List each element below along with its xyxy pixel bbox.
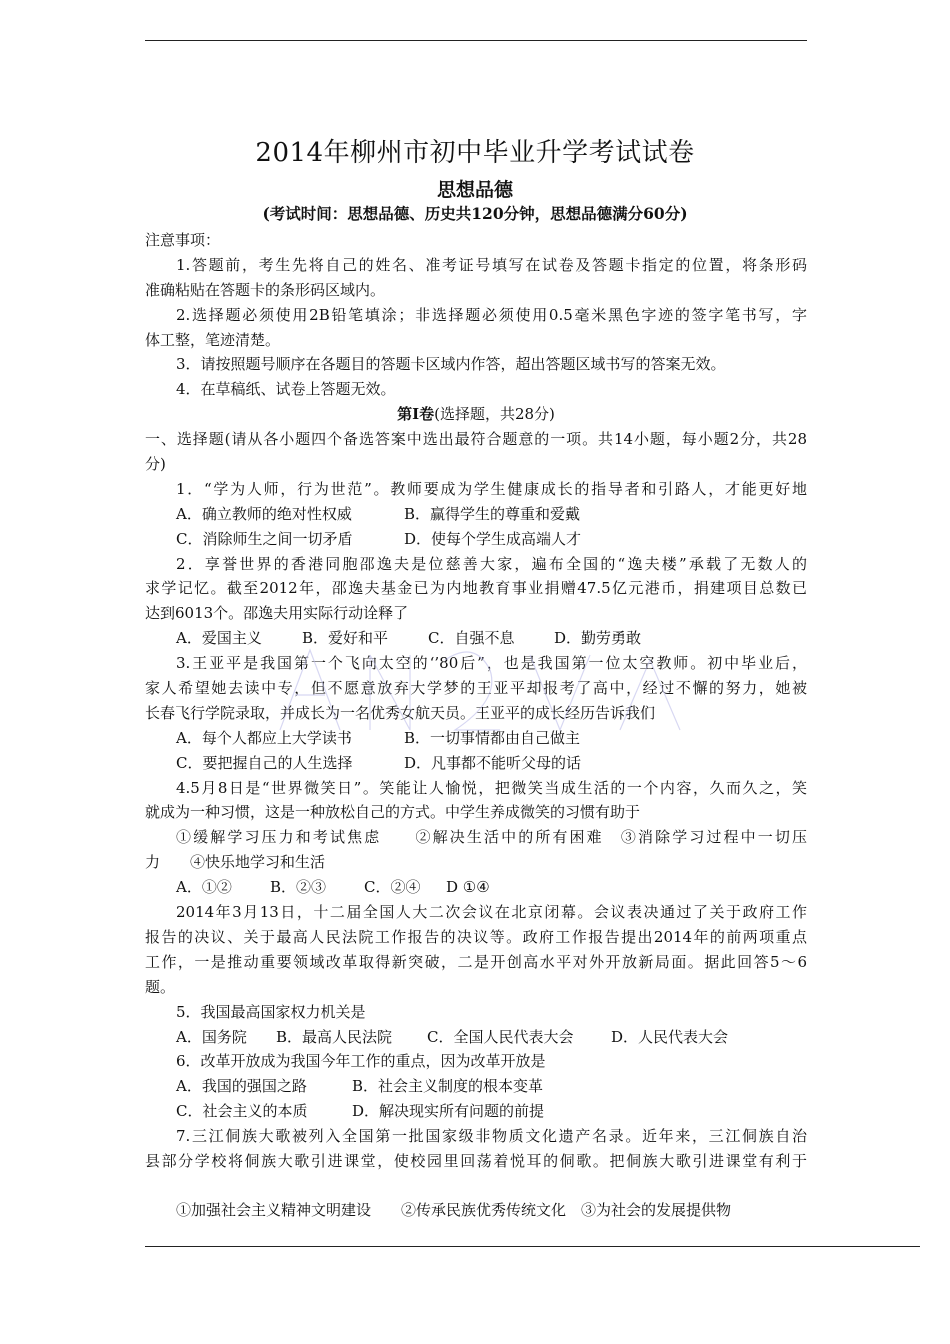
section-title [145,402,807,427]
question-7-items: ①加强社会主义精神文明建设 ②传承民族优秀传统文化 ③为社会的发展提供物 [176,1200,732,1219]
question-4-options [145,875,807,900]
question-7-stem: 县部分学校将侗族大歌引进课堂，使校园里回荡着悦耳的侗歌。把侗族大歌引进课堂有利于 [145,1151,807,1170]
question-3-stem: 家人希望她去读中专，但不愿意放弃大学梦的王亚平却报考了高中，经过不懈的努力，她被 [145,679,807,698]
option-d: D．使每个学生成高端人才 [404,529,582,548]
passage-text: 2014年3月13日，十二届全国人大二次会议在北京闭幕。会议表决通过了关于政府工作 [176,903,807,922]
question-5-stem: 5．我国最高国家权力机关是 [176,1002,366,1021]
notes-heading: 注意事项： [145,231,221,249]
option-b: B．爱好和平 [302,629,389,648]
footer-rule [145,1246,920,1247]
question-2-options [145,626,807,651]
question-2-stem: 2．享誉世界的香港同胞邵逸夫是位慈善大家，遍布全国的“逸夫楼”承载了无数人的 [176,554,807,573]
note-item: 4．在草稿纸、试卷上答题无效。 [176,380,396,399]
section-instruction: 一、选择题(请从各小题四个备选答案中选出最符合题意的一项。共14小题，每小题2分，共28 [145,430,807,449]
note-item: 体工整，笔迹清楚。 [145,330,281,349]
header-rule [145,40,807,41]
option-a: A．我国的强国之路 [176,1077,307,1096]
option-a: A．每个人都应上大学读书 [176,728,352,747]
option-a: A．确立教师的绝对性权威 [176,504,352,523]
option-d: D．解决现实所有问题的前提 [352,1102,545,1121]
question-1-stem: 1．“学为人师，行为世范”。教师要成为学生健康成长的指导者和引路人，才能更好地 [176,479,807,498]
option-b: B．社会主义制度的根本变革 [352,1077,544,1096]
option-a: A．国务院 [176,1027,247,1046]
option-a: A．爱国主义 [176,629,262,648]
option-c: C．②④ [364,878,421,897]
note-item: 准确粘贴在答题卡的条形码区域内。 [145,280,386,299]
question-4-stem: 4.5月8日是“世界微笑日”。笑能让人愉悦，把微笑当成生活的一个内容，久而久之，笑 [176,778,807,797]
section-instruction: 分) [145,455,166,474]
page-title: 2014年柳州市初中毕业升学考试试卷 [255,138,695,168]
note-item: 1.答题前，考生先将自己的姓名、准考证号填写在试卷及答题卡指定的位置，将条形码 [176,255,807,274]
exam-info: (考试时间：思想品德、历史共120分钟，思想品德满分60分) [262,204,688,223]
option-c: C．全国人民代表大会 [427,1027,574,1046]
option-d: D．人民代表大会 [611,1027,729,1046]
question-6-options [145,1099,807,1124]
question-1-options [145,502,807,527]
option-c: C．社会主义的本质 [176,1102,308,1121]
question-2-stem: 达到6013个。邵逸夫用实际行动诠释了 [145,604,409,623]
option-b: B．一切事情都由自己做主 [404,728,581,747]
question-4-items: 力 ④快乐地学习和生活 [145,853,326,872]
passage-text: 报告的决议、关于最高人民法院工作报告的决议等。政府工作报告提出2014年的前两项重点 [145,927,807,946]
question-4-stem: 就成为一种习惯，这是一种放松自己的方式。中学生养成微笑的习惯有助于 [145,803,641,822]
passage-text: 题。 [145,977,176,996]
exam-body [145,228,807,1223]
section-title-bold: 第Ⅰ卷 [397,405,435,424]
question-1-options [145,527,807,552]
option-b: B．最高人民法院 [276,1027,393,1046]
option-d: D．凡事都不能听父母的话 [404,753,582,772]
question-7-stem: 7.三江侗族大歌被列入全国第一批国家级非物质文化遗产名录。近年来，三江侗族自治 [176,1127,807,1146]
question-6-stem: 6．改革开放成为我国今年工作的重点，因为改革开放是 [176,1052,546,1071]
question-3-options [145,726,807,751]
note-item: 3．请按照题号顺序在各题目的答题卡区域内作答，超出答题区域书写的答案无效。 [176,355,726,374]
option-c: C．自强不息 [428,629,515,648]
question-6-options [145,1074,807,1099]
question-3-options [145,751,807,776]
section-title-rest: (选择题，共28分) [434,405,555,424]
question-3-stem: 3.王亚平是我国第一个飞向太空的‘’80后”，也是我国第一位太空教师。初中毕业后， [176,654,807,673]
question-5-options [145,1025,807,1050]
question-4-items: ①缓解学习压力和考试焦虑 ②解决生活中的所有困难 ③消除学习过程中一切压 [176,828,807,847]
question-3-stem: 长春飞行学院录取，并成长为一名优秀女航天员。王亚平的成长经历告诉我们 [145,703,656,722]
option-b: B．赢得学生的尊重和爱戴 [404,504,581,523]
option-b: B．②③ [270,878,327,897]
blank-gap [145,1174,807,1198]
question-2-stem: 求学记忆。截至2012年，邵逸夫基金已为内地教育事业捐赠47.5亿元港币，捐建项目总数已 [145,579,807,598]
note-item: 2.选择题必须使用2B铅笔填涂；非选择题必须使用0.5毫米黑色字迹的签字笔书写，字 [176,305,807,324]
option-d: D．勤劳勇敢 [554,629,642,648]
option-c: C．消除师生之间一切矛盾 [176,529,353,548]
option-c: C．要把握自己的人生选择 [176,753,353,772]
passage-text: 工作，一是推动重要领域改革取得新突破，二是开创高水平对外开放新局面。据此回答5～6 [145,952,807,971]
option-a: A．①② [176,878,232,897]
subject-title: 思想品德 [436,179,513,201]
option-d: D ①④ [446,878,490,897]
